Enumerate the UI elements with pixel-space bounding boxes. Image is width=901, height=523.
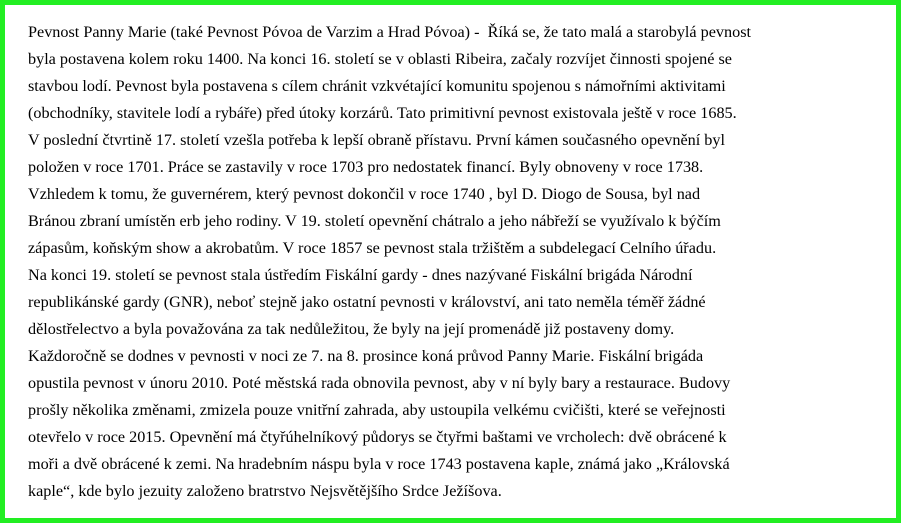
text-line: moři a dvě obrácené k zemi. Na hradebním náspu byla v roce 1743 postavena kaple, známá jako „Královská [28, 455, 730, 473]
text-line: prošly několika změnami, zmizela pouze vnitřní zahrada, aby ustoupila velkému cvičišti, které se veřejnosti [28, 401, 726, 419]
text-line: otevřelo v roce 2015. Opevnění má čtyřúhelníkový půdorys se čtyřmi baštami ve vrcholech: dvě obrácené k [28, 428, 727, 446]
text-line: (obchodníky, stavitele lodí a rybáře) před útoky korzárů. Tato primitivní pevnost existovala ještě v roce 1685. [28, 104, 737, 122]
text-line: Každoročně se dodnes v pevnosti v noci ze 7. na 8. prosince koná průvod Panny Marie. Fiskální brigáda [28, 347, 704, 365]
text-line: Pevnost Panny Marie (také Pevnost Póvoa de Varzim a Hrad Póvoa) - Říká se, že tato malá a starobylá pevnost [28, 23, 752, 41]
text-line: Na konci 19. století se pevnost stala ústředím Fiskální gardy - dnes nazývané Fiskální brigáda Národní [28, 266, 693, 284]
text-line: stavbou lodí. Pevnost byla postavena s cílem chránit vzkvétající komunitu spojenou s námořními aktivitami [28, 77, 726, 95]
text-line: V poslední čtvrtině 17. století vzešla potřeba k lepší obraně přístavu. První kámen současného opevnění byl [28, 131, 725, 149]
text-line: Vzhledem k tomu, že guvernérem, který pevnost dokončil v roce 1740 , byl D. Diogo de Sousa, byl nad [28, 185, 701, 203]
text-line: byla postavena kolem roku 1400. Na konci 16. století se v oblasti Ribeira, začaly rozvíjet činnosti spojené se [28, 50, 732, 68]
text-line: kaple“, kde bylo jezuity založeno bratrstvo Nejsvětějšího Srdce Ježíšova. [28, 482, 502, 500]
text-line: položen v roce 1701. Práce se zastavily v roce 1703 pro nedostatek financí. Byly obnoveny v roce 1738. [28, 158, 704, 176]
text-line: opustila pevnost v únoru 2010. Poté městská rada obnovila pevnost, aby v ní byly bary a restaurace. Budovy [28, 374, 731, 392]
text-line: Bránou zbraní umístěn erb jeho rodiny. V 19. století opevnění chátralo a jeho nábřeží se využívalo k býčím [28, 212, 721, 230]
document-text [28, 19, 898, 505]
text-line: republikánské gardy (GNR), neboť stejně jako ostatní pevnosti v království, ani tato neměla téměř žádné [28, 293, 706, 311]
text-line: zápasům, koňským show a akrobatům. V roce 1857 se pevnost stala tržištěm a subdelegací Celního úřadu. [28, 239, 717, 257]
text-line: dělostřelectvo a byla považována za tak nedůležitou, že byly na její promenádě již postaveny domy. [28, 320, 675, 338]
